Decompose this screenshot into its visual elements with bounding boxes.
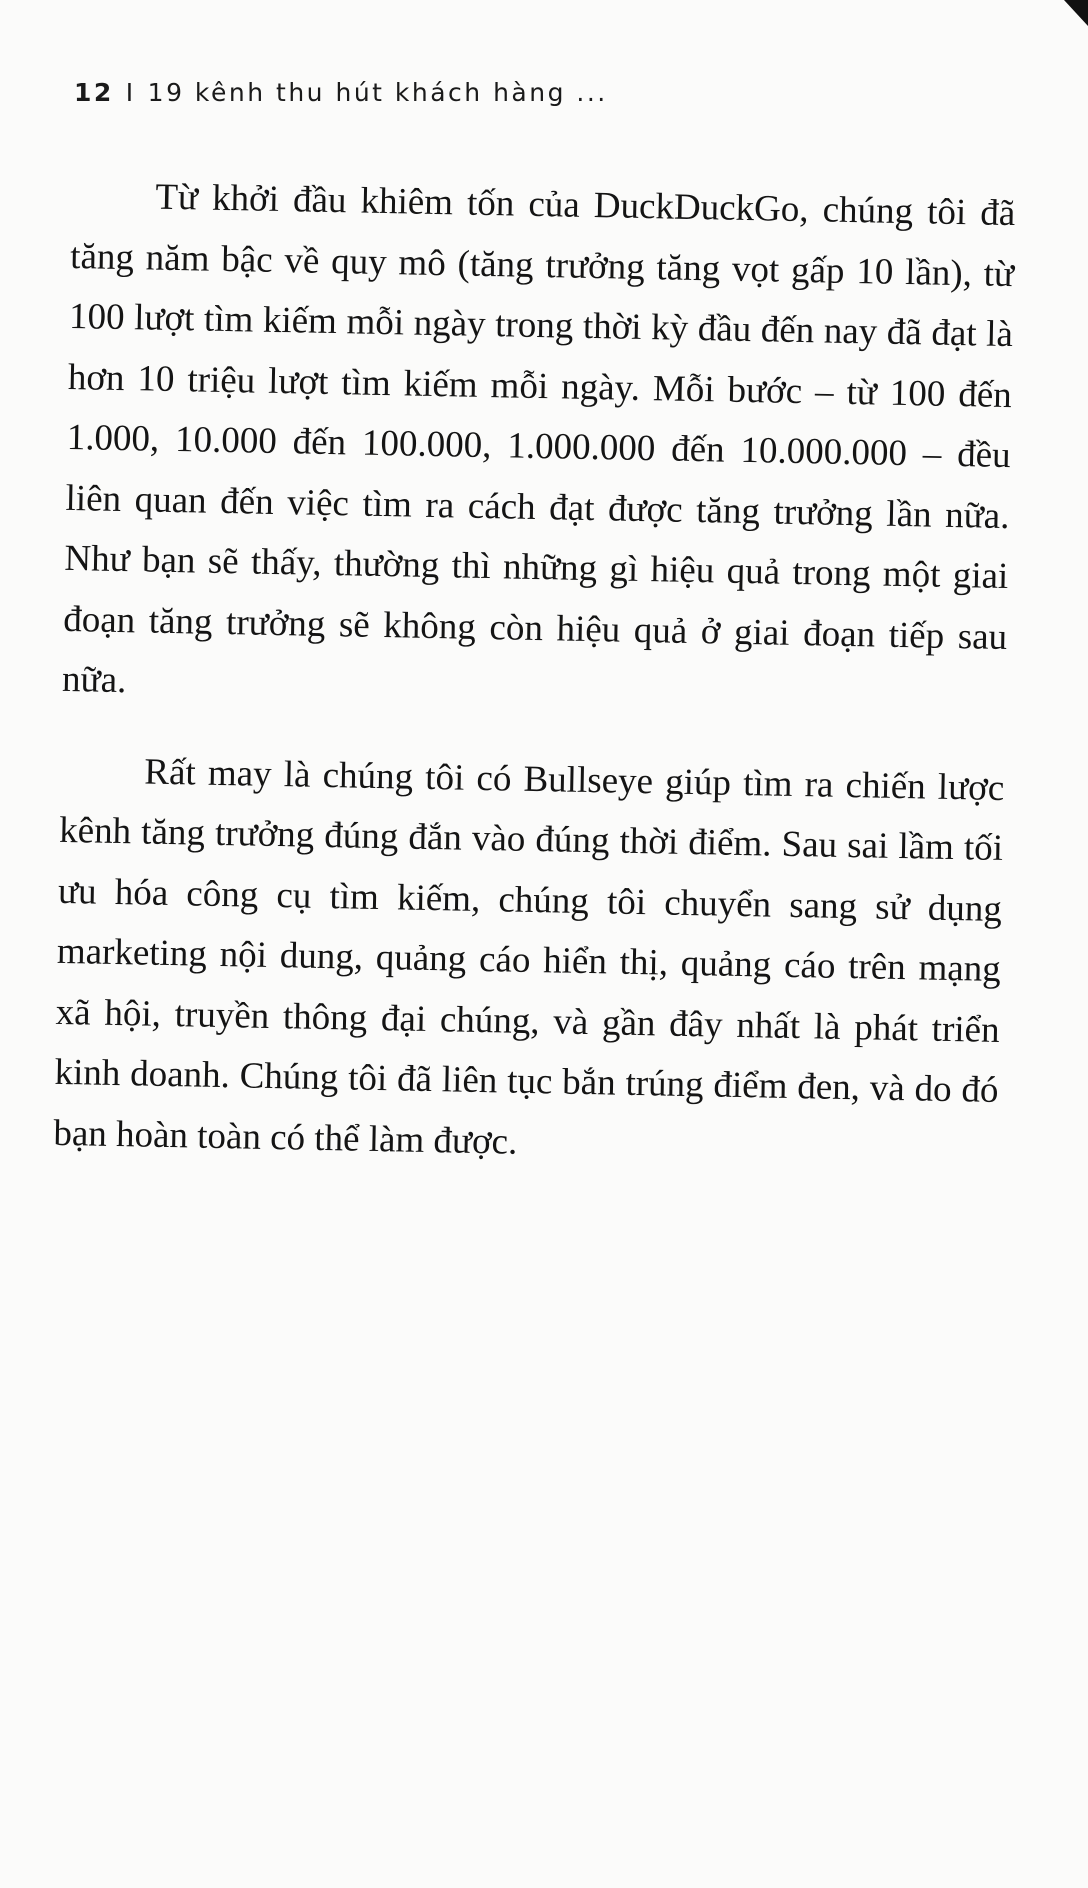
paragraph-2: Rất may là chúng tôi có Bullseye giúp tìm ra chiến lược kênh tăng trưởng đúng đắn vào đúng thời điểm. Sau sai lầm tối ưu hóa công cụ tìm kiếm, chúng tôi chuyển sang sử dụng marketing nội dung, quảng cáo hiển thị, quảng cáo trên mạng xã hội, truyền thông đại chúng, và gần đây nhất là phát triển kinh doanh. Chúng tôi đã liên tục bắn trúng điểm đen, và do đó bạn hoàn toàn có thể làm được. <box>53 751 1005 1163</box>
header-separator: I <box>125 78 136 107</box>
body-text <box>53 166 1016 1182</box>
page-corner-shadow <box>1064 0 1088 26</box>
running-header <box>74 78 608 107</box>
running-title: 19 kênh thu hút khách hàng ... <box>147 78 608 107</box>
paragraph-1: Từ khởi đầu khiêm tốn của DuckDuckGo, chúng tôi đã tăng năm bậc về quy mô (tăng trưởng tăng vọt gấp 10 lần), từ 100 lượt tìm kiếm mỗi ngày trong thời kỳ đầu đến nay đã đạt là hơn 10 triệu lượt tìm kiếm mỗi ngày. Mỗi bước – từ 100 đến 1.000, 10.000 đến 100.000, 1.000.000 đến 10.000.000 – đều liên quan đến việc tìm ra cách đạt được tăng trưởng lần nữa. Như bạn sẽ thấy, thường thì những gì hiệu quả trong một giai đoạn tăng trưởng sẽ không còn hiệu quả ở giai đoạn tiếp sau nữa. <box>61 176 1016 702</box>
page-number: 12 <box>74 78 114 107</box>
